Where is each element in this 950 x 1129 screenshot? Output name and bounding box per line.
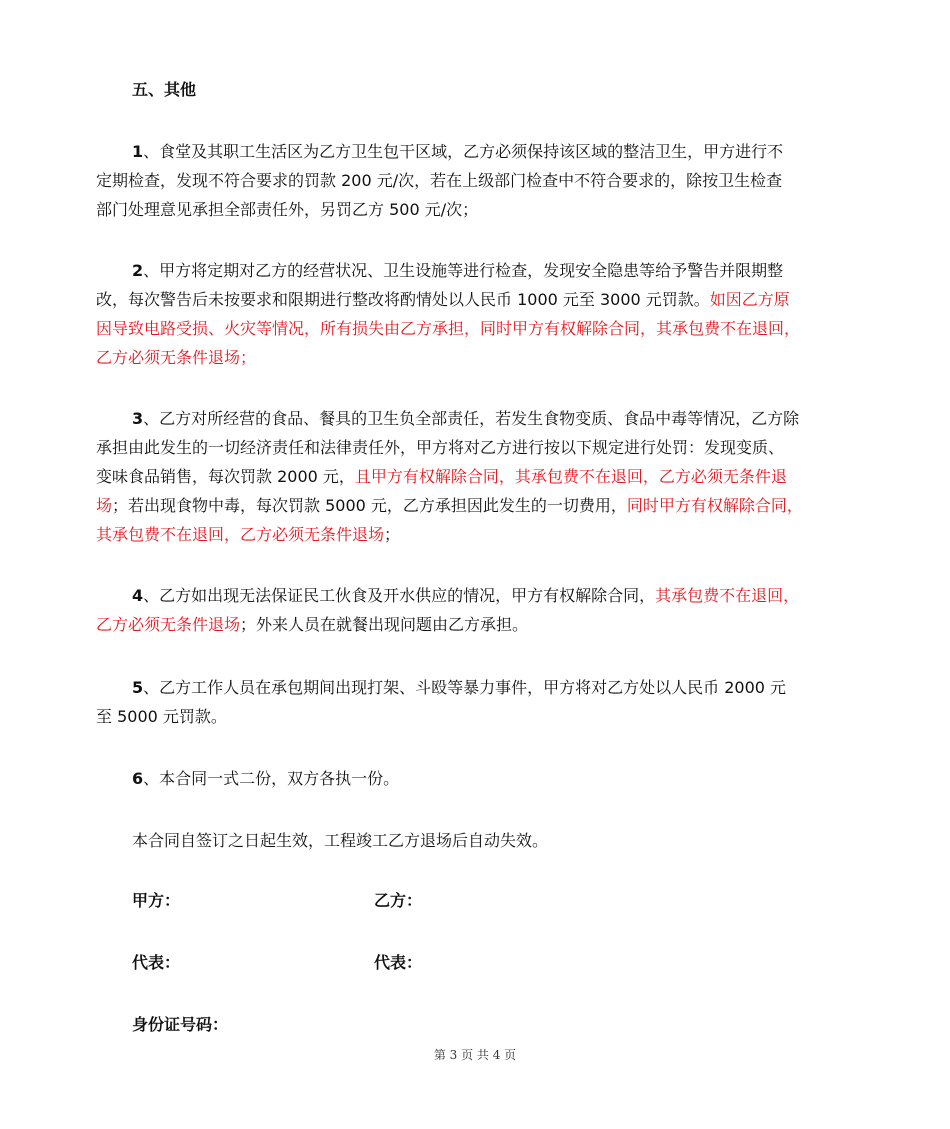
clause-1-number: 1 (132, 142, 144, 161)
clause-3-number: 3 (132, 409, 144, 428)
rep-a-label: 代表： (132, 953, 181, 972)
clause-4-number: 4 (132, 586, 144, 605)
clause-4-line-1: 4、乙方如出现无法保证民工伙食及开水供应的情况，甲方有权解除合同，其承包费不在退回， (132, 586, 800, 605)
red-highlight: 且甲方有权解除合同，其承包费不在退回，乙方必须无条件退 (354, 467, 787, 486)
effective-statement: 本合同自签订之日起生效，工程竣工乙方退场后自动失效。 (132, 831, 549, 850)
party-a-label: 甲方： (132, 891, 181, 910)
red-highlight: 场 (96, 496, 113, 515)
clause-2-line-2: 改，每次警告后未按要求和限期进行整改将酌情处以人民币 1000 元至 3000 元罚款。如因乙方原 (96, 290, 790, 309)
clause-1-line-3: 部门处理意见承担全部责任外，另罚乙方 500 元/次； (96, 200, 479, 219)
red-highlight: 其承包费不在退回， (655, 586, 800, 605)
clause-5-line-1: 5、乙方工作人员在承包期间出现打架、斗殴等暴力事件，甲方将对乙方处以人民币 2000 元 (132, 678, 787, 697)
clause-3-line-5: 其承包费不在退回，乙方必须无条件退场； (96, 525, 401, 544)
clause-3-line-1: 3、乙方对所经营的食品、餐具的卫生负全部责任，若发生食物变质、食品中毒等情况，乙方除 (132, 409, 800, 428)
rep-b-label: 代表： (374, 953, 423, 972)
clause-3-line-4: 场；若出现食物中毒，每次罚款 5000 元，乙方承担因此发生的一切费用，同时甲方有权解除合同， (96, 496, 803, 515)
section-title: 五、其他 (132, 80, 197, 99)
clause-2-line-3: 因导致电路受损、火灾等情况，所有损失由乙方承担，同时甲方有权解除合同，其承包费不在退回， (96, 319, 801, 338)
clause-5-number: 5 (132, 678, 144, 697)
clause-1-line-1: 1、食堂及其职工生活区为乙方卫生包干区域，乙方必须保持该区域的整洁卫生，甲方进行不 (132, 142, 784, 161)
clause-3-line-3: 变味食品销售，每次罚款 2000 元，且甲方有权解除合同，其承包费不在退回，乙方必须无条件退 (96, 467, 787, 486)
clause-6-line-1: 6、本合同一式二份，双方各执一份。 (132, 769, 400, 788)
clause-3-line-2: 承担由此发生的一切经济责任和法律责任外，甲方将对乙方进行按以下规定进行处罚：发现变质、 (96, 438, 785, 457)
red-highlight: 其承包费不在退回，乙方必须无条件退场 (96, 525, 385, 544)
clause-1-line-2: 定期检查，发现不符合要求的罚款 200 元/次，若在上级部门检查中不符合要求的，除按卫生检查 (96, 171, 783, 190)
clause-4-line-2: 乙方必须无条件退场；外来人员在就餐出现问题由乙方承担。 (96, 615, 529, 634)
red-highlight: 同时甲方有权解除合同， (626, 496, 803, 515)
id-number-label: 身份证号码： (132, 1015, 229, 1034)
red-highlight: 乙方必须无条件退场 (96, 615, 241, 634)
clause-2-line-4: 乙方必须无条件退场； (96, 348, 257, 367)
page-footer: 第 3 页 共 4 页 (433, 1048, 517, 1062)
clause-2-line-1: 2、甲方将定期对乙方的经营状况、卫生设施等进行检查，发现安全隐患等给予警告并限期整 (132, 261, 784, 280)
red-highlight: 如因乙方原 (709, 290, 790, 309)
clause-2-number: 2 (132, 261, 144, 280)
party-b-label: 乙方： (374, 891, 423, 910)
clause-5-line-2: 至 5000 元罚款。 (96, 707, 227, 726)
clause-6-number: 6 (132, 769, 144, 788)
